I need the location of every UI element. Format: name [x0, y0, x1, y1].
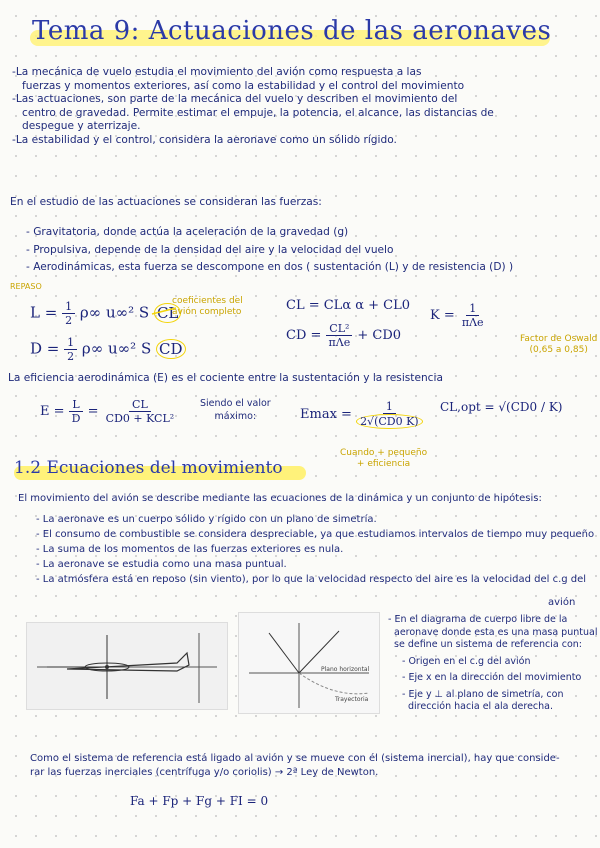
eq-term: ρ∞ u∞² S: [81, 339, 152, 358]
note-line: - Eje y ⊥ al plano de simetría, con: [402, 688, 564, 700]
closing-line: rar las fuerzas inerciales (centrífuga y/o coriolis) → 2ª Ley de Newton.: [30, 766, 379, 778]
eq-label: K =: [430, 308, 459, 323]
eq-label: CD =: [286, 328, 326, 343]
eq-label: E =: [40, 404, 69, 419]
diagram-label: Trayectoria: [335, 696, 369, 703]
axes-diagram-icon: [239, 613, 379, 713]
aircraft-diagram-icon: [27, 623, 227, 709]
coef-note: coeficientes del avión completo: [172, 296, 243, 317]
eq-term: + CD0: [357, 328, 402, 343]
eq-coef: CL: [154, 303, 181, 323]
eq-label: L =: [30, 303, 63, 322]
frac-den: 2: [67, 350, 75, 363]
diagram-label: Plano horizontal: [321, 666, 370, 673]
final-equation: Fa + Fp + Fg + FI = 0: [130, 794, 269, 808]
closing-block: [30, 752, 596, 779]
equation-efficiency: [40, 398, 177, 425]
frac-den: CD0 + KCL²: [105, 412, 175, 425]
intro-line: -La mecánica de vuelo estudia el movimiento del avión como respuesta a las: [12, 66, 422, 78]
frac-num: L: [69, 398, 82, 412]
note-line: Siendo el valor: [200, 398, 271, 409]
force-item: - Propulsiva, depende de la densidad del aire y la velocidad del vuelo: [26, 243, 394, 256]
eq-term: √(CD0 / K): [498, 400, 563, 414]
note-line: máximo:: [214, 410, 257, 422]
intro-line: centro de gravedad. Permite estimar el empuje, la potencia, el alcance, las distancias de: [22, 106, 494, 119]
note-line: se define un sistema de referencia con:: [394, 639, 582, 650]
hypothesis-item: - El consumo de combustible se considera despreciable, ya que estudiamos intervalos de tiempo muy pequeño: [36, 529, 595, 540]
eq-label: D =: [30, 339, 65, 358]
note-line: + eficiencia: [356, 459, 411, 469]
hypothesis-item: - La aeronave es un cuerpo sólido y rígido con un plano de simetría.: [36, 514, 377, 525]
note-line: Cuando + pequeño: [340, 448, 428, 458]
hyp-tail: avión: [548, 597, 576, 608]
note-line: dirección hacia el ala derecha.: [408, 701, 554, 712]
equation-k: [430, 302, 487, 329]
frac-den: πΛe: [328, 336, 351, 349]
eq-term: =: [87, 404, 99, 419]
diagram-free-body: [26, 622, 228, 710]
hyp-intro: El movimiento del avión se describe mediante las ecuaciones de la dinámica y un conjunto de hipótesis:: [18, 493, 542, 504]
frac-num: 1: [62, 300, 75, 314]
section-title: 1.2 Ecuaciones del movimiento: [14, 458, 283, 478]
hypothesis-item: - La atmósfera está en reposo (sin viento), por lo que la velocidad respecto del aire es la velocidad del c.g del: [36, 574, 587, 585]
frac-num: CL²: [326, 322, 352, 336]
equation-cl-alpha: CL = CLα α + CL0: [286, 298, 411, 313]
hypotheses-list: [36, 512, 596, 587]
repaso-label: REPASO: [10, 282, 42, 291]
equation-cl-opt: [440, 400, 562, 414]
frac-den: πΛe: [461, 316, 484, 329]
intro-line: -La estabilidad y el control, considera la aeronave como un sólido rígido.: [12, 133, 397, 146]
frac-num: 1: [64, 336, 77, 350]
eq-coef: CD: [156, 339, 186, 359]
diagram-notes: [388, 614, 598, 714]
intro-line: fuerzas y momentos exteriores, así como la estabilidad y el control del movimiento: [22, 79, 465, 92]
intro-line: despegue y aterrizaje.: [22, 120, 141, 132]
hypothesis-item: - La suma de los momentos de las fuerzas exteriores es nula.: [36, 544, 344, 555]
frac-den: 2: [65, 314, 73, 327]
equation-cd-polar: [286, 322, 401, 349]
max-note: [200, 398, 271, 423]
efficiency-text: La eficiencia aerodinámica (E) es el cociente entre la sustentación y la resistencia: [8, 372, 443, 384]
note-line: Factor de Oswald: [520, 334, 598, 344]
intro-block: [12, 66, 592, 147]
closing-line: Como el sistema de referencia está ligado al avión y se mueve con él (sistema inercial), hay que conside-: [30, 753, 560, 764]
frac-num: 1: [466, 302, 479, 316]
force-item: - Aerodinámicas, esta fuerza se descompone en dos ( sustentación (L) y de resistencia (D) ): [26, 261, 514, 273]
frac-num: CL: [129, 398, 151, 412]
frac-den: D: [71, 412, 81, 425]
diagram-axes: [238, 612, 380, 714]
note-line: aeronave donde esta es una masa puntual: [394, 626, 598, 638]
equation-drag: [30, 336, 186, 363]
eq-label: CL,opt =: [440, 400, 495, 414]
forces-intro: En el estudio de las actuaciones se consideran las fuerzas:: [10, 196, 322, 208]
frac-num: 1: [383, 400, 396, 414]
force-item: - Gravitatoria, donde actúa la aceleración de la gravedad (g): [26, 226, 349, 238]
page-title: Tema 9: Actuaciones de las aeronaves: [32, 16, 552, 46]
emax-note: [340, 448, 427, 470]
frac-den: 2√(CD0 K): [356, 414, 423, 429]
hypothesis-item: - La aeronave se estudia como una masa puntual.: [36, 559, 287, 570]
note-line: - Origen en el c.g del avión: [402, 655, 531, 667]
oswald-note: [520, 334, 597, 356]
forces-list: [26, 226, 586, 275]
intro-line: -Las actuaciones, son parte de la mecánica del vuelo y describen el movimiento del: [12, 93, 458, 105]
eq-term: ρ∞ u∞² S: [79, 303, 150, 322]
note-line: - Eje x en la dirección del movimiento: [402, 672, 582, 683]
eq-label: Emax =: [300, 407, 357, 422]
note-line: (0,65 a 0,85): [529, 345, 588, 355]
equation-emax: [300, 400, 423, 429]
note-line: - En el diagrama de cuerpo libre de la: [388, 614, 568, 625]
